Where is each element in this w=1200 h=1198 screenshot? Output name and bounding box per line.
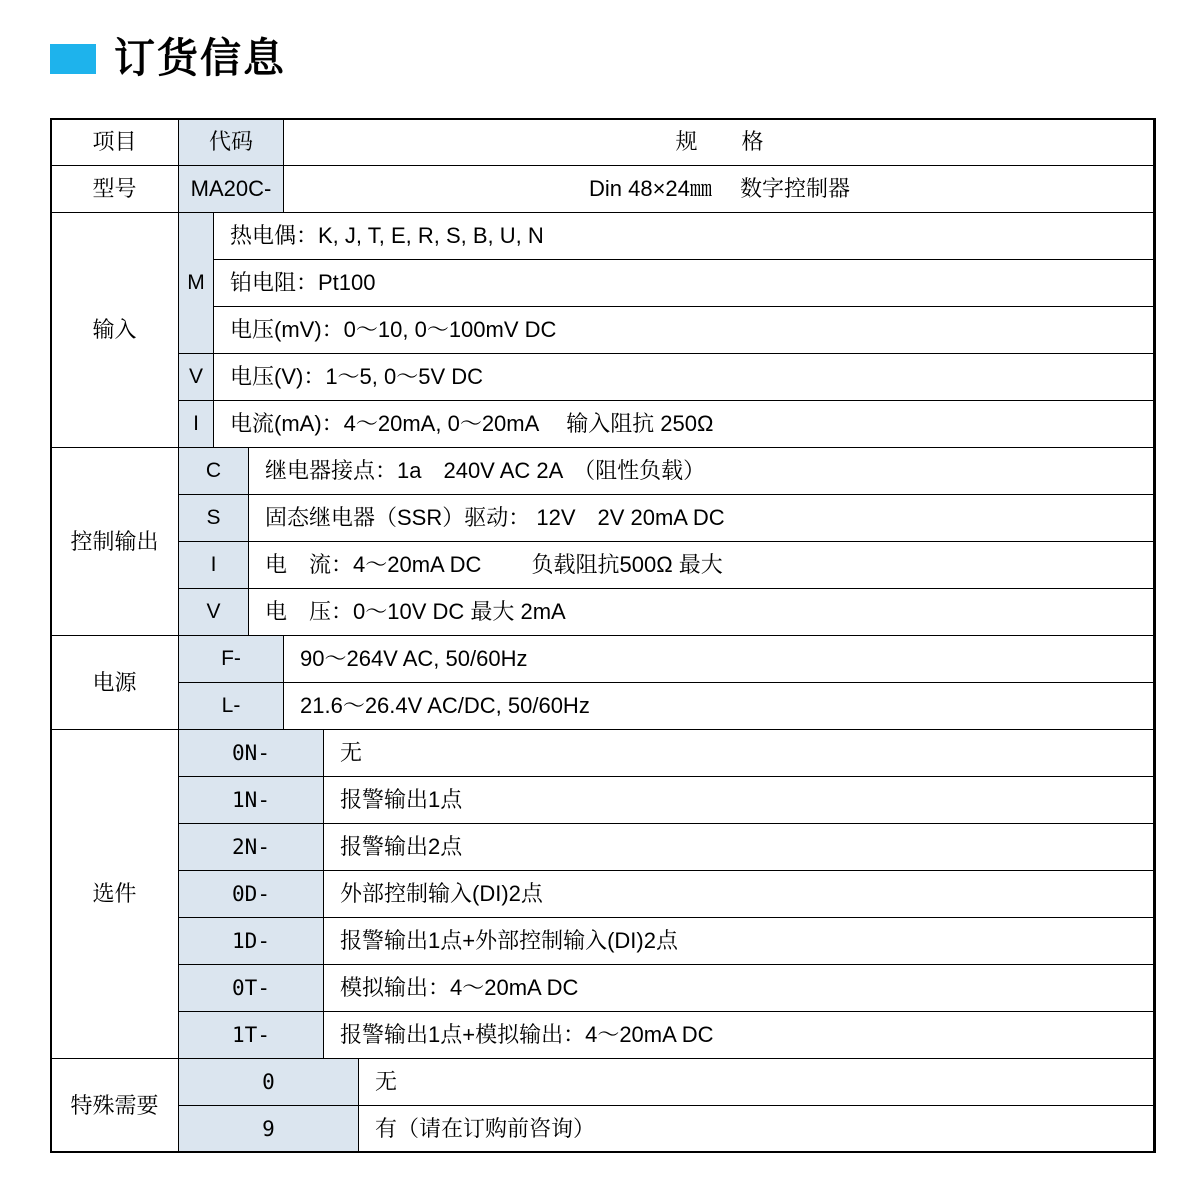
row-spec-input-i: 电流(mA)：4～20mA, 0～20mA 输入阻抗 250Ω bbox=[214, 401, 1156, 448]
table-header-row bbox=[51, 119, 1156, 166]
row-spec-option-1n: 报警输出1点 bbox=[324, 777, 1156, 824]
row-code-power-l: L- bbox=[179, 683, 284, 730]
table-row bbox=[51, 824, 1156, 871]
row-code-option-0d: 0D- bbox=[179, 871, 324, 918]
row-spec-special-9: 有（请在订购前咨询） bbox=[359, 1106, 1156, 1153]
table-row bbox=[51, 918, 1156, 965]
table-row bbox=[51, 448, 1156, 495]
row-spec-input-v: 电压(V)：1～5, 0～5V DC bbox=[214, 354, 1156, 401]
row-item-control-output: 控制输出 bbox=[51, 448, 179, 636]
row-code-output-i: I bbox=[179, 542, 249, 589]
row-code-option-1t: 1T- bbox=[179, 1012, 324, 1059]
header-code: 代码 bbox=[179, 119, 284, 166]
row-spec-model: Din 48×24㎜ 数字控制器 bbox=[284, 166, 1156, 213]
row-spec-input-m-3: 电压(mV)：0～10, 0～100mV DC bbox=[214, 307, 1156, 354]
row-spec-option-2n: 报警输出2点 bbox=[324, 824, 1156, 871]
table-row bbox=[51, 307, 1156, 354]
table-row bbox=[51, 777, 1156, 824]
row-spec-output-i: 电 流：4～20mA DC 负载阻抗500Ω 最大 bbox=[249, 542, 1156, 589]
row-item-options: 选件 bbox=[51, 730, 179, 1059]
row-spec-output-c: 继电器接点：1a 240V AC 2A （阻性负载） bbox=[249, 448, 1156, 495]
row-item-input: 输入 bbox=[51, 213, 179, 448]
row-spec-option-0d: 外部控制输入(DI)2点 bbox=[324, 871, 1156, 918]
row-spec-input-m-2: 铂电阻：Pt100 bbox=[214, 260, 1156, 307]
table-row bbox=[51, 213, 1156, 260]
row-spec-option-1t: 报警输出1点+模拟输出：4～20mA DC bbox=[324, 1012, 1156, 1059]
row-spec-output-s: 固态继电器（SSR）驱动： 12V 2V 20mA DC bbox=[249, 495, 1156, 542]
row-code-input-i: I bbox=[179, 401, 214, 448]
row-code-special-0: 0 bbox=[179, 1059, 359, 1106]
row-code-option-0t: 0T- bbox=[179, 965, 324, 1012]
row-code-option-1d: 1D- bbox=[179, 918, 324, 965]
table-row bbox=[51, 354, 1156, 401]
table-row bbox=[51, 965, 1156, 1012]
row-code-option-0n: 0N- bbox=[179, 730, 324, 777]
row-spec-power-f: 90～264V AC, 50/60Hz bbox=[284, 636, 1156, 683]
table-row bbox=[51, 542, 1156, 589]
table-row bbox=[51, 636, 1156, 683]
table-row bbox=[51, 166, 1156, 213]
row-item-special: 特殊需要 bbox=[51, 1059, 179, 1153]
table-row bbox=[51, 1106, 1156, 1153]
row-spec-output-v: 电 压：0～10V DC 最大 2mA bbox=[249, 589, 1156, 636]
row-spec-special-0: 无 bbox=[359, 1059, 1156, 1106]
row-code-special-9: 9 bbox=[179, 1106, 359, 1153]
row-code-output-c: C bbox=[179, 448, 249, 495]
row-code-option-2n: 2N- bbox=[179, 824, 324, 871]
row-code-output-v: V bbox=[179, 589, 249, 636]
row-spec-option-1d: 报警输出1点+外部控制输入(DI)2点 bbox=[324, 918, 1156, 965]
order-information-table bbox=[50, 118, 1156, 1153]
row-spec-option-0n: 无 bbox=[324, 730, 1156, 777]
row-code-output-s: S bbox=[179, 495, 249, 542]
table-row bbox=[51, 401, 1156, 448]
row-spec-option-0t: 模拟输出：4～20mA DC bbox=[324, 965, 1156, 1012]
table-row bbox=[51, 730, 1156, 777]
row-code-input-v: V bbox=[179, 354, 214, 401]
row-code-input-m: M bbox=[179, 213, 214, 354]
row-spec-input-m-1: 热电偶：K, J, T, E, R, S, B, U, N bbox=[214, 213, 1156, 260]
table-row bbox=[51, 495, 1156, 542]
heading-marker-icon bbox=[50, 44, 96, 74]
page-title bbox=[50, 35, 286, 81]
table-row bbox=[51, 1059, 1156, 1106]
table-row bbox=[51, 683, 1156, 730]
row-item-power: 电源 bbox=[51, 636, 179, 730]
table-row bbox=[51, 871, 1156, 918]
header-spec: 规 格 bbox=[284, 119, 1156, 166]
row-code-power-f: F- bbox=[179, 636, 284, 683]
table-row bbox=[51, 260, 1156, 307]
row-code-option-1n: 1N- bbox=[179, 777, 324, 824]
row-code-model: MA20C- bbox=[179, 166, 284, 213]
page-title-text: 订货信息 bbox=[114, 35, 286, 81]
table-row bbox=[51, 1012, 1156, 1059]
header-item: 项目 bbox=[51, 119, 179, 166]
table-row bbox=[51, 589, 1156, 636]
row-item-model: 型号 bbox=[51, 166, 179, 213]
row-spec-power-l: 21.6～26.4V AC/DC, 50/60Hz bbox=[284, 683, 1156, 730]
